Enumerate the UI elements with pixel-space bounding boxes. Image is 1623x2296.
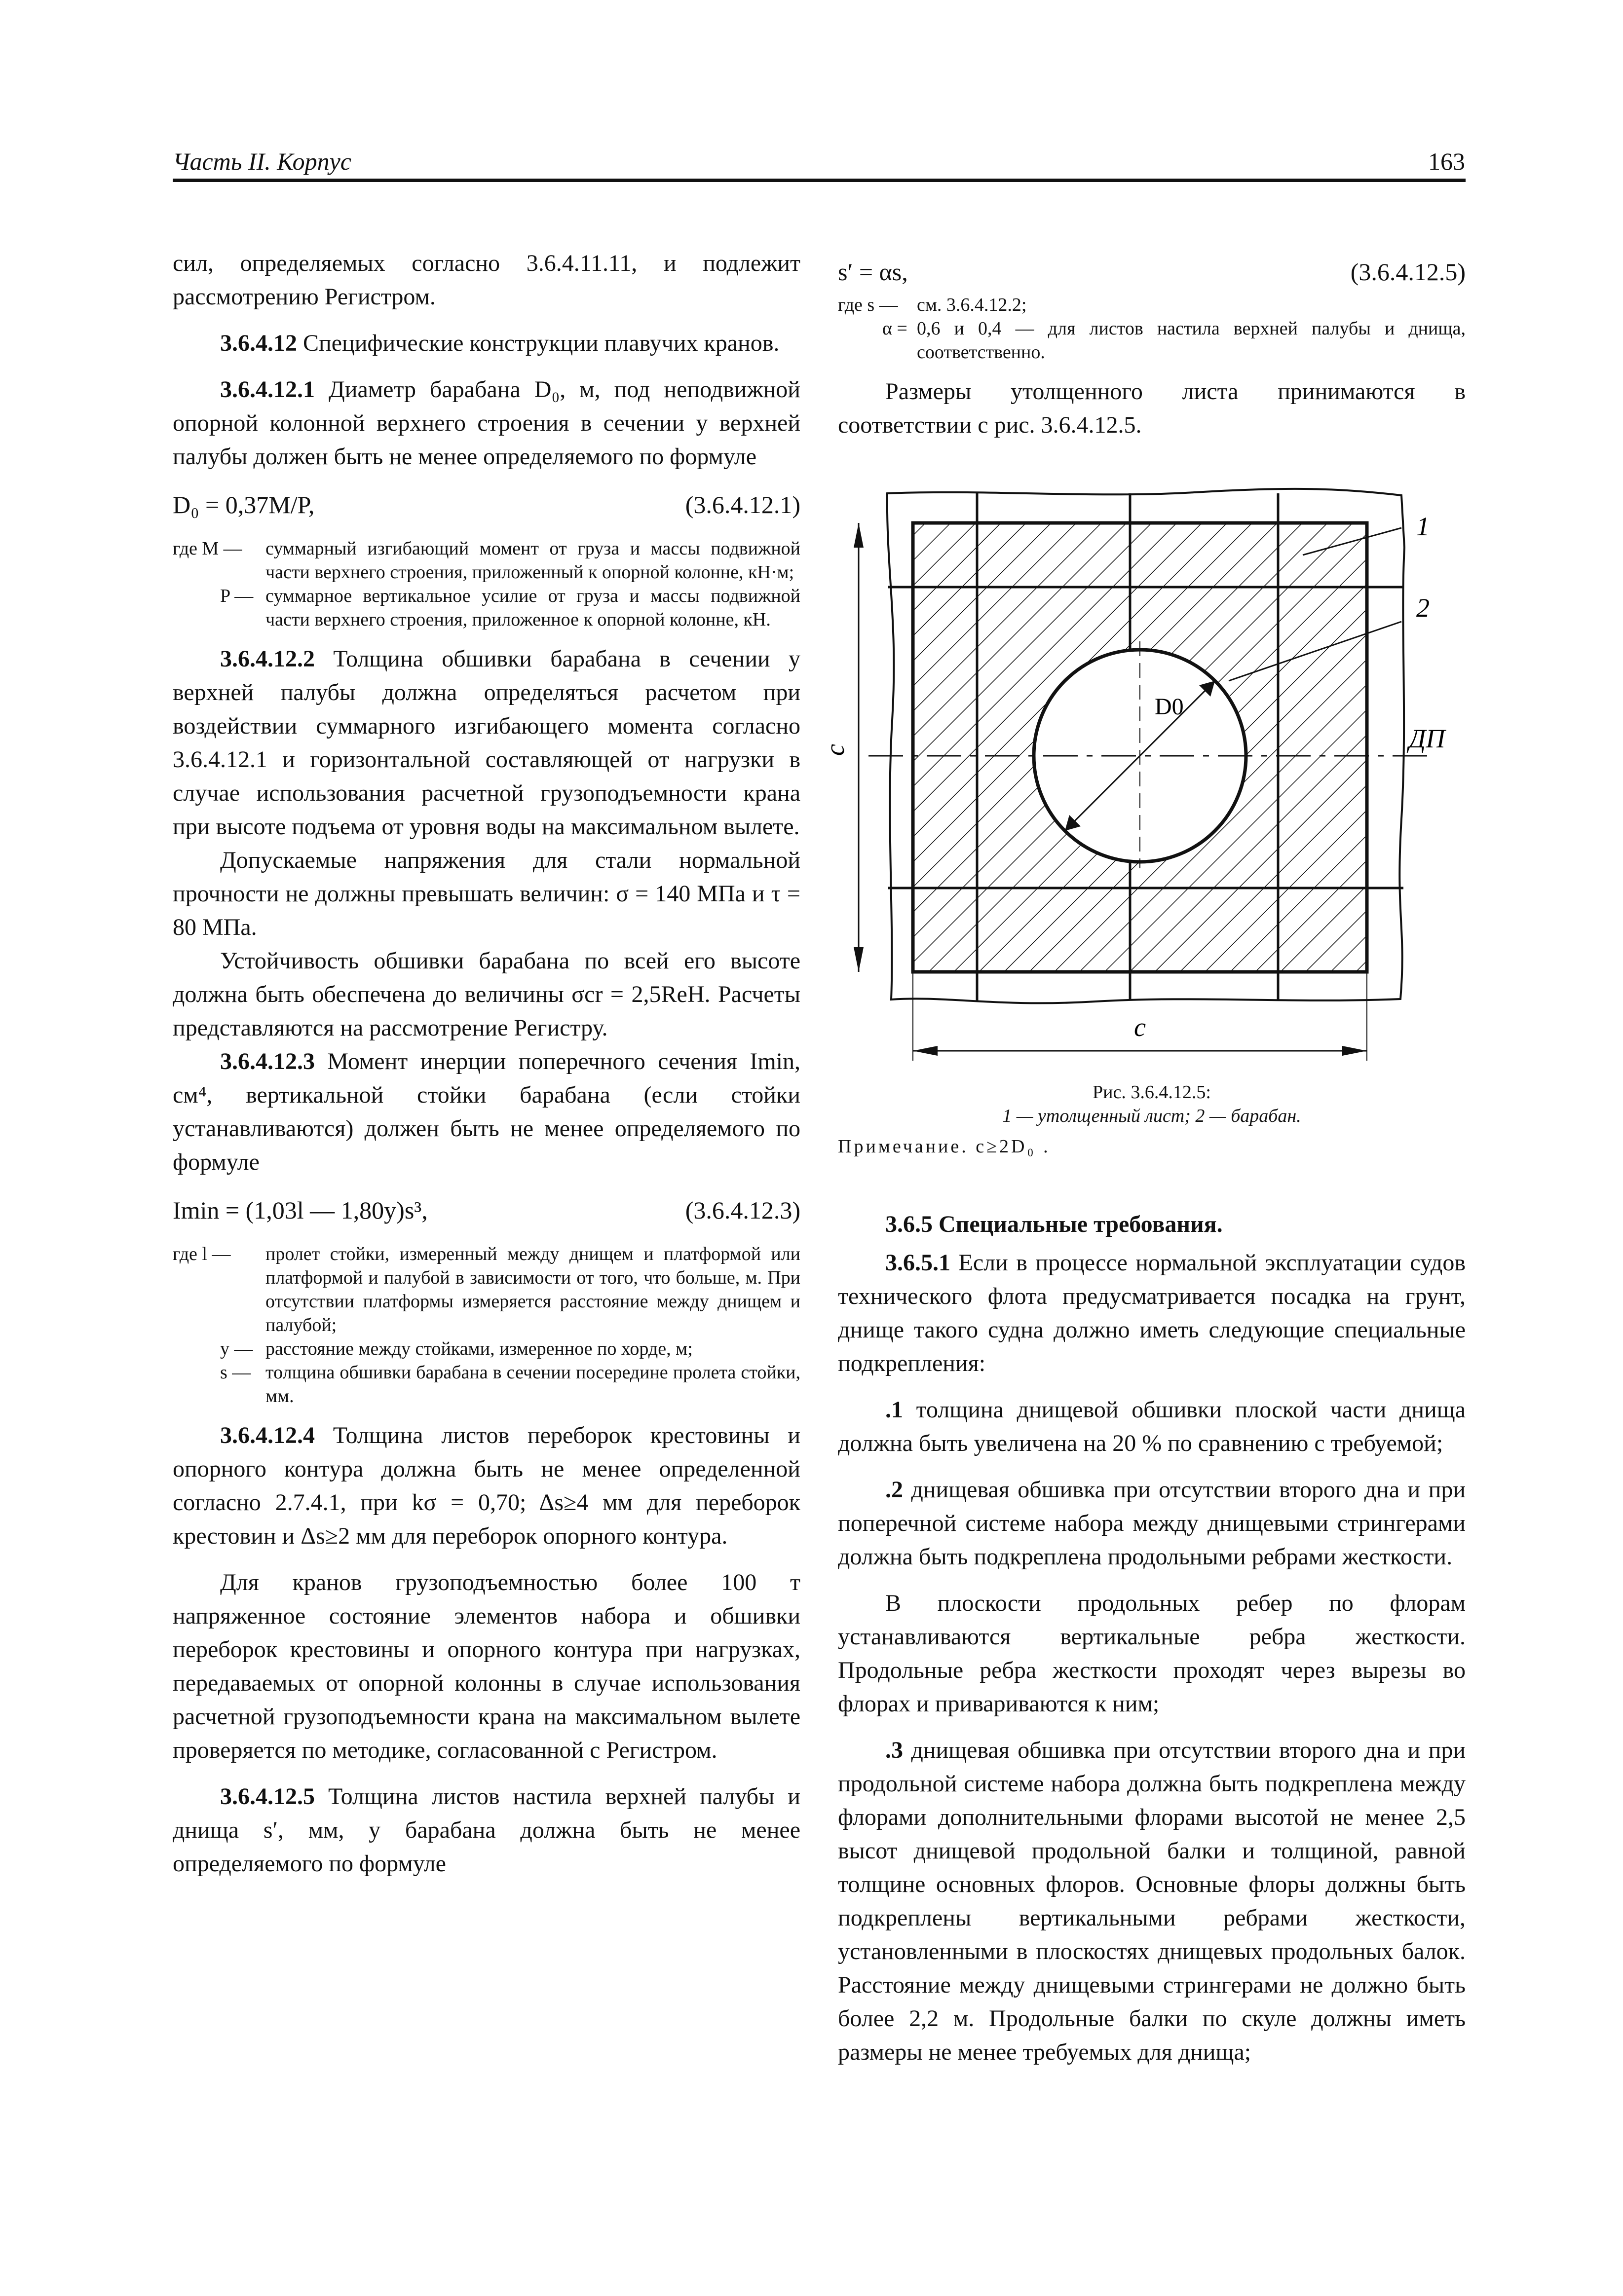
legend-key: s — — [220, 1362, 251, 1383]
legend-row — [838, 293, 1466, 317]
formula-legend — [838, 293, 1466, 364]
label-c-horizontal: c — [1134, 1012, 1146, 1042]
paragraph — [838, 1393, 1466, 1460]
paragraph-text: Толщина листов настила верхней палубы и днища s′, мм, у барабана должна быть не менее определяемого по формуле — [173, 1783, 800, 1877]
section-number: 3.6.5.1 — [885, 1250, 950, 1276]
paragraph — [173, 1419, 800, 1553]
formula-number: (3.6.4.12.3) — [685, 1196, 800, 1224]
legend-row — [173, 584, 800, 631]
legend-text: суммарный изгибающий момент от груза и массы подвижной части верхнего строения, приложенный к опорной колонне, кН·м; — [265, 538, 800, 583]
paragraph-text: днищевая обшивка при отсутствии второго дна и при продольной системе набора должна быть подкреплена между флорами дополнительными флорами высотой не менее 2,5 высот днищевой продольной балки и толщиной, равной толщине основных флоров. Основные флоры должны быть подкреплены вертикальными ребрами жесткости, установленными в плоскостях днищевых продольных балок. Расстояние между днищевыми стрингерами не должно быть более 2,2 м. Продольные балки по скуле должны иметь размеры не менее требуемых для днища; — [838, 1737, 1466, 2065]
caption-legend: 1 — утолщенный лист; 2 — барабан. — [1002, 1106, 1301, 1126]
legend-text: пролет стойки, измеренный между днищем и платформой или платформой и палубой в зависимости от того, что больше, м. При отсутствии платформы измеряется расстояние между днищем и палубой; — [265, 1244, 800, 1335]
legend-key: где l — — [173, 1244, 231, 1264]
formula-legend — [173, 537, 800, 631]
paragraph — [838, 1473, 1466, 1574]
label-dp: ДП — [1409, 724, 1445, 753]
figure-caption — [838, 1080, 1466, 1128]
formula — [838, 254, 1466, 295]
paragraph-text: Момент инерции поперечного сечения Imin, см⁴, вертикальной стойки барабана (если стойки устанавливаются) должен быть не менее определяемого по формуле — [173, 1048, 800, 1175]
legend-text: суммарное вертикальное усилие от груза и массы подвижной части верхнего строения, приложенное к опорной колонне, кН. — [265, 586, 800, 630]
legend-key: y — — [220, 1338, 253, 1359]
paragraph: Для кранов грузоподъемностью более 100 т напряженное состояние элементов набора и обшивки переборок крестовины и опорного контура при нагрузках, передаваемых от опорной колонны в случае использования расчетной грузоподъемности крана на максимальном вылете проверяется по методике, согласованной с Регистром. — [173, 1569, 800, 1763]
paragraph — [173, 373, 800, 474]
label-d0: D0 — [1155, 694, 1184, 720]
section-number: 3.6.4.12.5 — [220, 1783, 315, 1810]
figure-note: Примечание. c≥2D₀ . — [838, 1136, 1051, 1157]
formula-expression: s′ = αs, — [838, 258, 908, 286]
paragraph: сил, определяемых согласно 3.6.4.11.11, и подлежит рассмотрению Регистром. — [173, 250, 800, 310]
paragraph-text: толщина днищевой обшивки плоской части днища должна быть увеличена на 20 % по сравнению с требуемой; — [838, 1397, 1466, 1456]
arrow-head — [1342, 1046, 1367, 1056]
arrow-head — [854, 523, 864, 548]
paragraph-text: Специфические конструкции плавучих кранов. — [297, 330, 780, 356]
caption-title: Рис. 3.6.4.12.5: — [1093, 1082, 1211, 1103]
section-number: 3.6.4.12.3 — [220, 1048, 315, 1074]
section-number: 3.6.4.12 — [220, 330, 297, 356]
label-c-vertical: c — [820, 744, 850, 756]
formula-number: (3.6.4.12.5) — [1350, 258, 1466, 286]
paragraph — [173, 1045, 800, 1179]
formula-legend — [173, 1242, 800, 1408]
legend-row — [838, 317, 1466, 364]
legend-key: P — — [220, 586, 254, 606]
paragraph-text: днищевая обшивка при отсутствии второго дна и при поперечной системе набора между днищевыми стрингерами должна быть подкреплена продольными ребрами жесткости. — [838, 1477, 1466, 1570]
paragraph: Устойчивость обшивки барабана по всей его высоте должна быть обеспечена до величины σcr = 2,5ReH. Расчеты представляются на рассмотрение Регистру. — [173, 948, 800, 1041]
formula — [173, 1192, 800, 1233]
paragraph — [173, 642, 800, 844]
formula-expression: D₀ = 0,37M/P, — [173, 491, 315, 518]
right-column-bottom — [838, 1208, 1466, 2069]
paragraph — [173, 1780, 800, 1881]
paragraph-text: Толщина листов переборок крестовины и опорного контура должна быть не менее определенной согласно 2.7.4.1, при kσ = 0,70; Δs≥4 мм для переборок крестовин и Δs≥2 мм для переборок опорного контура. — [173, 1422, 800, 1549]
paragraph: Допускаемые напряжения для стали нормальной прочности не должны превышать величин: σ = 140 МПа и τ = 80 МПа. — [173, 847, 800, 940]
page-number: 163 — [1428, 148, 1465, 175]
legend-row — [173, 1337, 800, 1361]
left-column — [173, 247, 800, 1881]
legend-text: толщина обшивки барабана в сечении посередине пролета стойки, мм. — [265, 1362, 800, 1407]
arrow-head — [913, 1046, 938, 1056]
section-number: 3.6.4.12.4 — [220, 1422, 315, 1448]
legend-key: α = — [882, 318, 907, 339]
legend-text: см. 3.6.4.12.2; — [917, 295, 1027, 315]
running-title: Часть II. Корпус — [173, 148, 351, 175]
legend-row — [173, 1242, 800, 1337]
legend-text: 0,6 и 0,4 — для листов настила верхней палубы и днища, соответственно. — [917, 318, 1466, 363]
arrow-head — [854, 947, 864, 972]
paragraph: Размеры утолщенного листа принимаются в соответствии с рис. 3.6.4.12.5. — [838, 378, 1466, 438]
paragraph — [838, 1734, 1466, 2069]
formula-number: (3.6.4.12.1) — [685, 491, 800, 518]
legend-row — [173, 1361, 800, 1408]
legend-text: расстояние между стойками, измеренное по хорде, м; — [265, 1338, 693, 1359]
label-2: 2 — [1416, 593, 1430, 623]
section-number: 3.6.4.12.1 — [220, 376, 315, 403]
header-rule — [173, 179, 1466, 182]
legend-key: где M — — [173, 538, 242, 559]
section-number: 3.6.4.12.2 — [220, 646, 315, 672]
paragraph — [838, 1246, 1466, 1380]
paragraph-text: Если в процессе нормальной эксплуатации судов технического флота предусматривается посадка на грунт, днище такого судна должно иметь следующие специальные подкрепления: — [838, 1250, 1466, 1376]
label-1: 1 — [1416, 512, 1430, 541]
legend-key: где s — — [838, 295, 898, 315]
paragraph-text: Толщина обшивки барабана в сечении у верхней палубы должна определяться расчетом при воздействии суммарного изгибающего момента согласно 3.6.4.12.1 и горизонтальной составляющей от нагрузки в случае использования расчетной грузоподъемности крана при высоте подъема от уровня воды на максимальном вылете. — [173, 646, 800, 840]
formula-expression: Imin = (1,03l — 1,80y)s³, — [173, 1196, 428, 1224]
figure-drum-plate — [820, 474, 1466, 1066]
list-number: .2 — [885, 1477, 903, 1503]
section-heading: 3.6.5 Специальные требования. — [885, 1211, 1223, 1237]
paragraph: В плоскости продольных ребер по флорам устанавливаются вертикальные ребра жесткости. Продольные ребра жесткости проходят через вырезы во флорах и привариваются к ним; — [838, 1590, 1466, 1717]
formula — [173, 486, 800, 528]
paragraph — [173, 327, 800, 360]
paragraph-text: Диаметр барабана D₀, м, под неподвижной опорной колонной верхнего строения в сечении у верхней палубы должен быть не менее определяемого по формуле — [173, 376, 800, 470]
legend-row — [173, 537, 800, 584]
right-column-top — [838, 247, 1466, 442]
list-number: .3 — [885, 1737, 903, 1763]
list-number: .1 — [885, 1397, 903, 1423]
